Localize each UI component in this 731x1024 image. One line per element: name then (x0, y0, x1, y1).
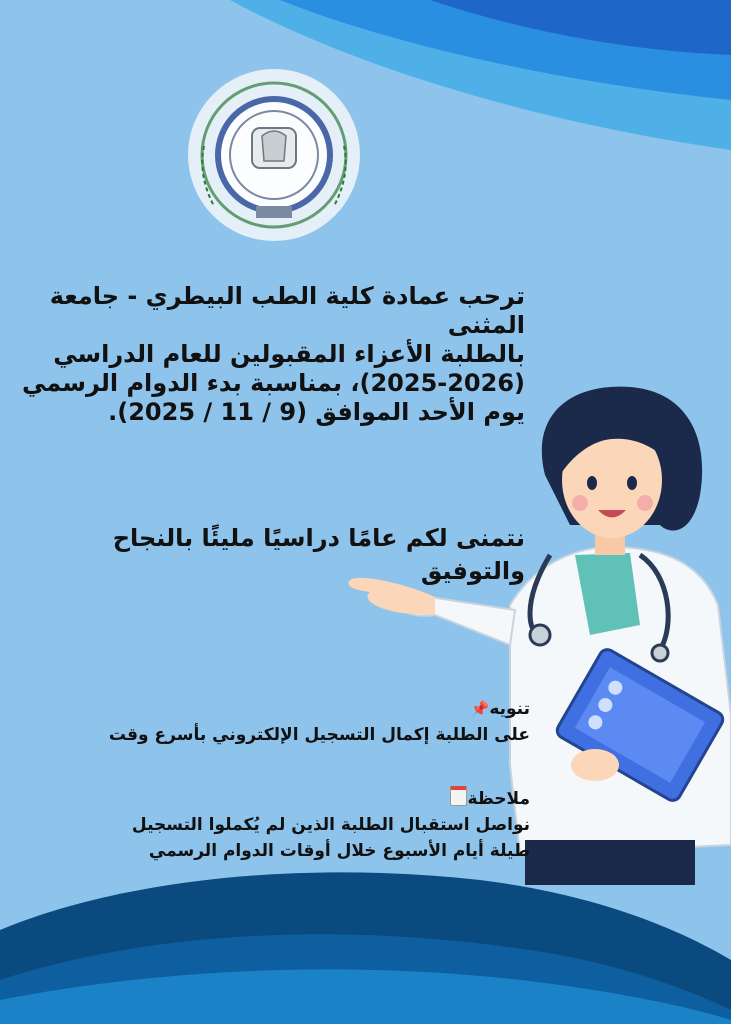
notice-text: على الطلبة إكمال التسجيل الإلكتروني بأسرع وقت (108, 725, 530, 745)
note-title: ملاحظة (467, 789, 530, 809)
welcome-line-3: بالطلبة الأعزاء المقبولين للعام الدراسي (53, 340, 525, 368)
welcome-line-1: ترحب عمادة كلية الطب البيطري - جامعة (49, 282, 525, 310)
note-line-1: نواصل استقبال الطلبة الذين لم يُكملوا التسجيل (131, 815, 530, 835)
note-section (10, 786, 530, 864)
notice-heading (10, 696, 530, 722)
note-line-2: طيلة أيام الأسبوع خلال أوقات الدوام الرسمي (148, 841, 530, 861)
wish-message (10, 522, 525, 588)
welcome-line-2: المثنى (447, 311, 525, 339)
welcome-line-5: يوم الأحد الموافق (9 / 11 / 2025). (108, 398, 525, 426)
notice-title: تنويه (489, 699, 530, 719)
welcome-message (10, 282, 525, 427)
welcome-line-4: (2025-2026)، بمناسبة بدء الدوام الرسمي (21, 369, 525, 397)
notice-section (10, 696, 530, 748)
university-logo (184, 66, 364, 244)
note-heading (10, 786, 530, 812)
college-seal-icon (184, 66, 364, 244)
calendar-icon (450, 786, 467, 806)
wish-line-1: نتمنى لكم عامًا دراسيًا مليئًا بالنجاح (112, 524, 525, 552)
wish-line-2: والتوفيق (420, 557, 525, 585)
pushpin-icon: 📌 (470, 700, 490, 718)
